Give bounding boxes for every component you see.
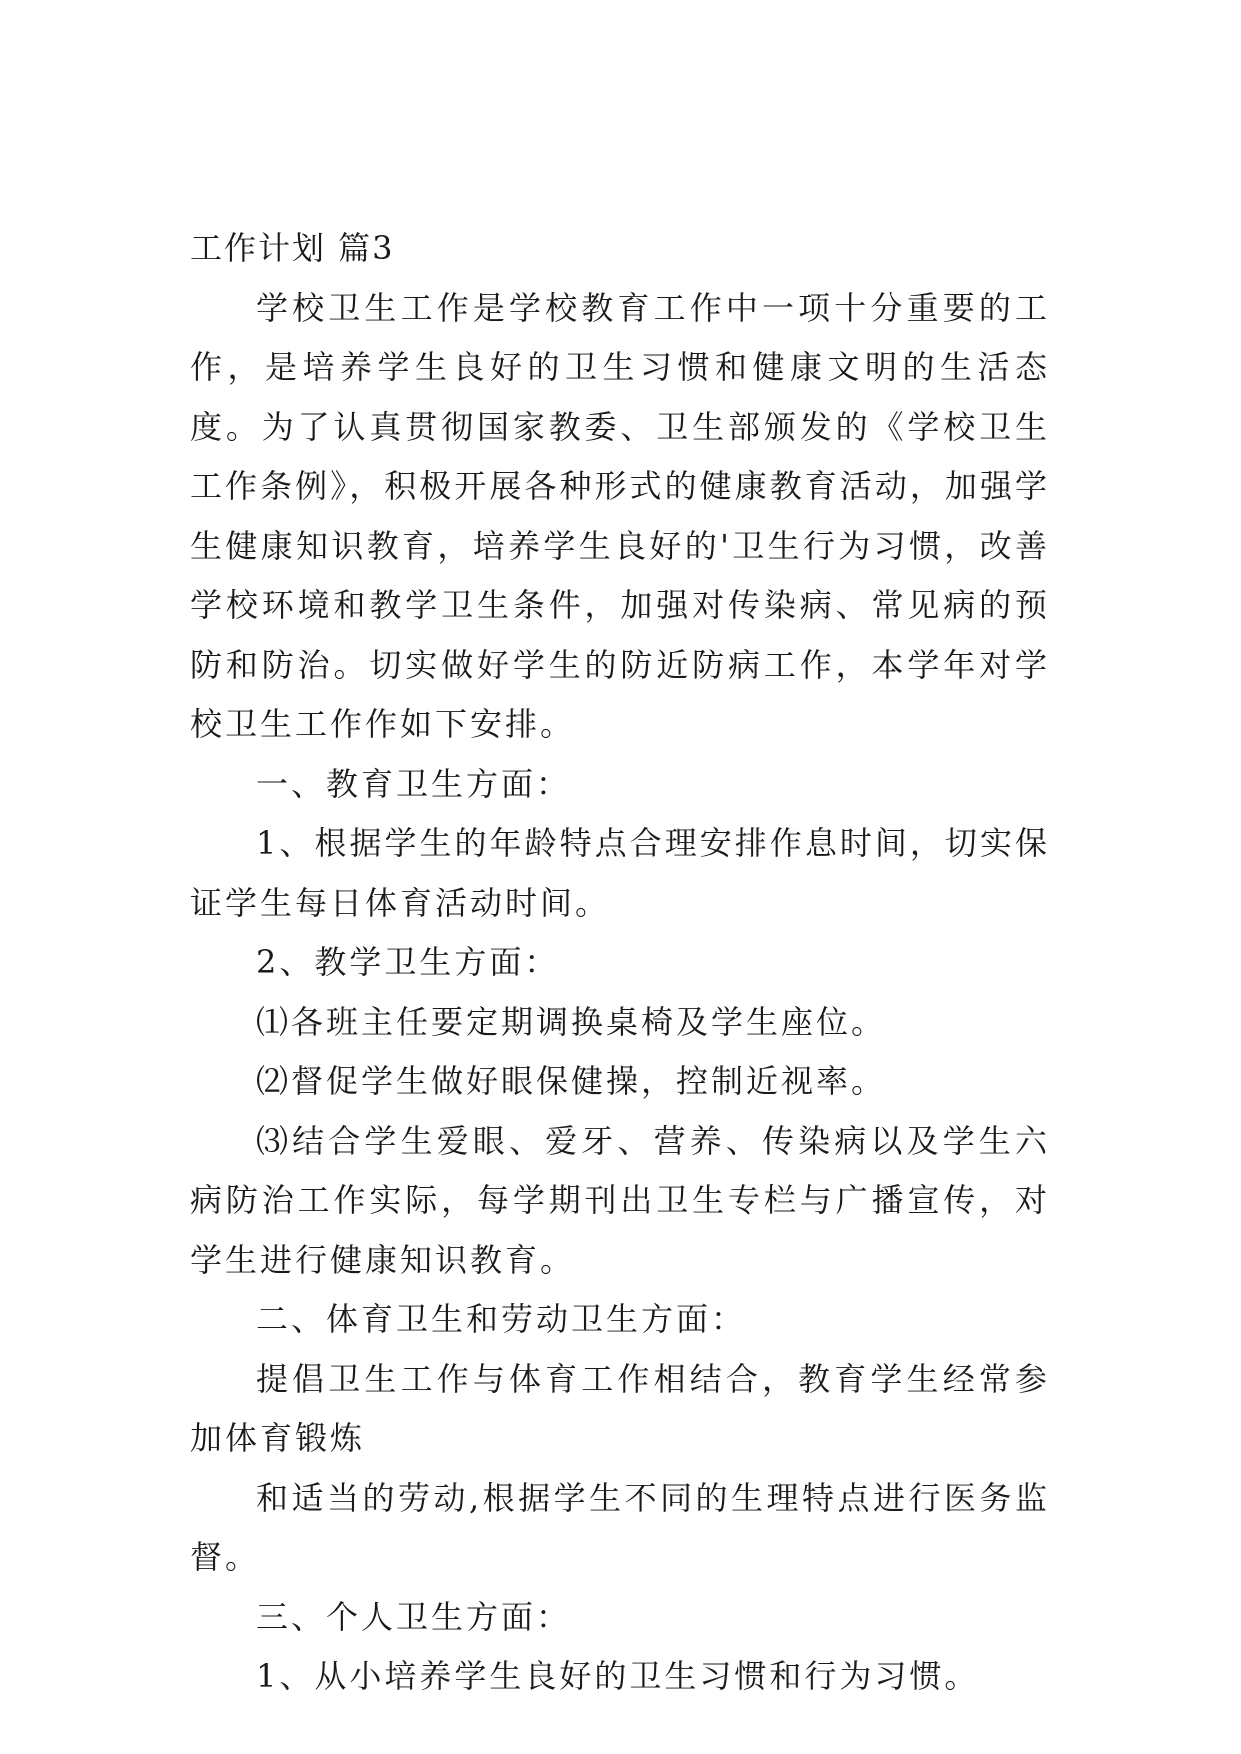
- paragraph-sub-1: ⑴各班主任要定期调换桌椅及学生座位。: [256, 1002, 887, 1041]
- section-heading-personal: 三、个人卫生方面：: [256, 1597, 572, 1636]
- subheading-teaching-hygiene: 2、教学卫生方面：: [256, 943, 560, 981]
- paragraph-intro: 学校卫生工作是学校教育工作中一项十分重要的工作，是培养学生良好的卫生习惯和健康文明的生活态度。为了认真贯彻国家教委、卫生部颁发的《学校卫生工作条例》，积极开展各种形式的健康教育活动，加强学生健康知识教育，培养学生良好的'卫生行为习惯，改善学校环境和教学卫生条件，加强对传染病、常见病的预防和防治。切实做好学生的防近防病工作，本学年对学校卫生工作作如下安排。: [190, 288, 1050, 743]
- paragraph-personal-1: 1、从小培养学生良好的卫生习惯和行为习惯。: [256, 1657, 980, 1695]
- paragraph-sub-3: ⑶结合学生爱眼、爱牙、营养、传染病以及学生六病防治工作实际，每学期刊出卫生专栏与广播宣传，对学生进行健康知识教育。: [190, 1121, 1050, 1279]
- paragraph-item-1: 1、根据学生的年龄特点合理安排作息时间，切实保证学生每日体育活动时间。: [190, 824, 1050, 922]
- paragraph-sub-2: ⑵督促学生做好眼保健操，控制近视率。: [256, 1062, 887, 1100]
- document-body: [190, 219, 1050, 1707]
- section-heading-sports-labor: 二、体育卫生和劳动卫生方面：: [256, 1300, 747, 1338]
- paragraph-labor: 和适当的劳动,根据学生不同的生理特点进行医务监督。: [190, 1478, 1050, 1576]
- document-title: 工作计划 篇3: [190, 229, 395, 267]
- section-heading-education: 一、教育卫生方面：: [256, 764, 572, 803]
- paragraph-sports: 提倡卫生工作与体育工作相结合，教育学生经常参加体育锻炼: [190, 1359, 1050, 1457]
